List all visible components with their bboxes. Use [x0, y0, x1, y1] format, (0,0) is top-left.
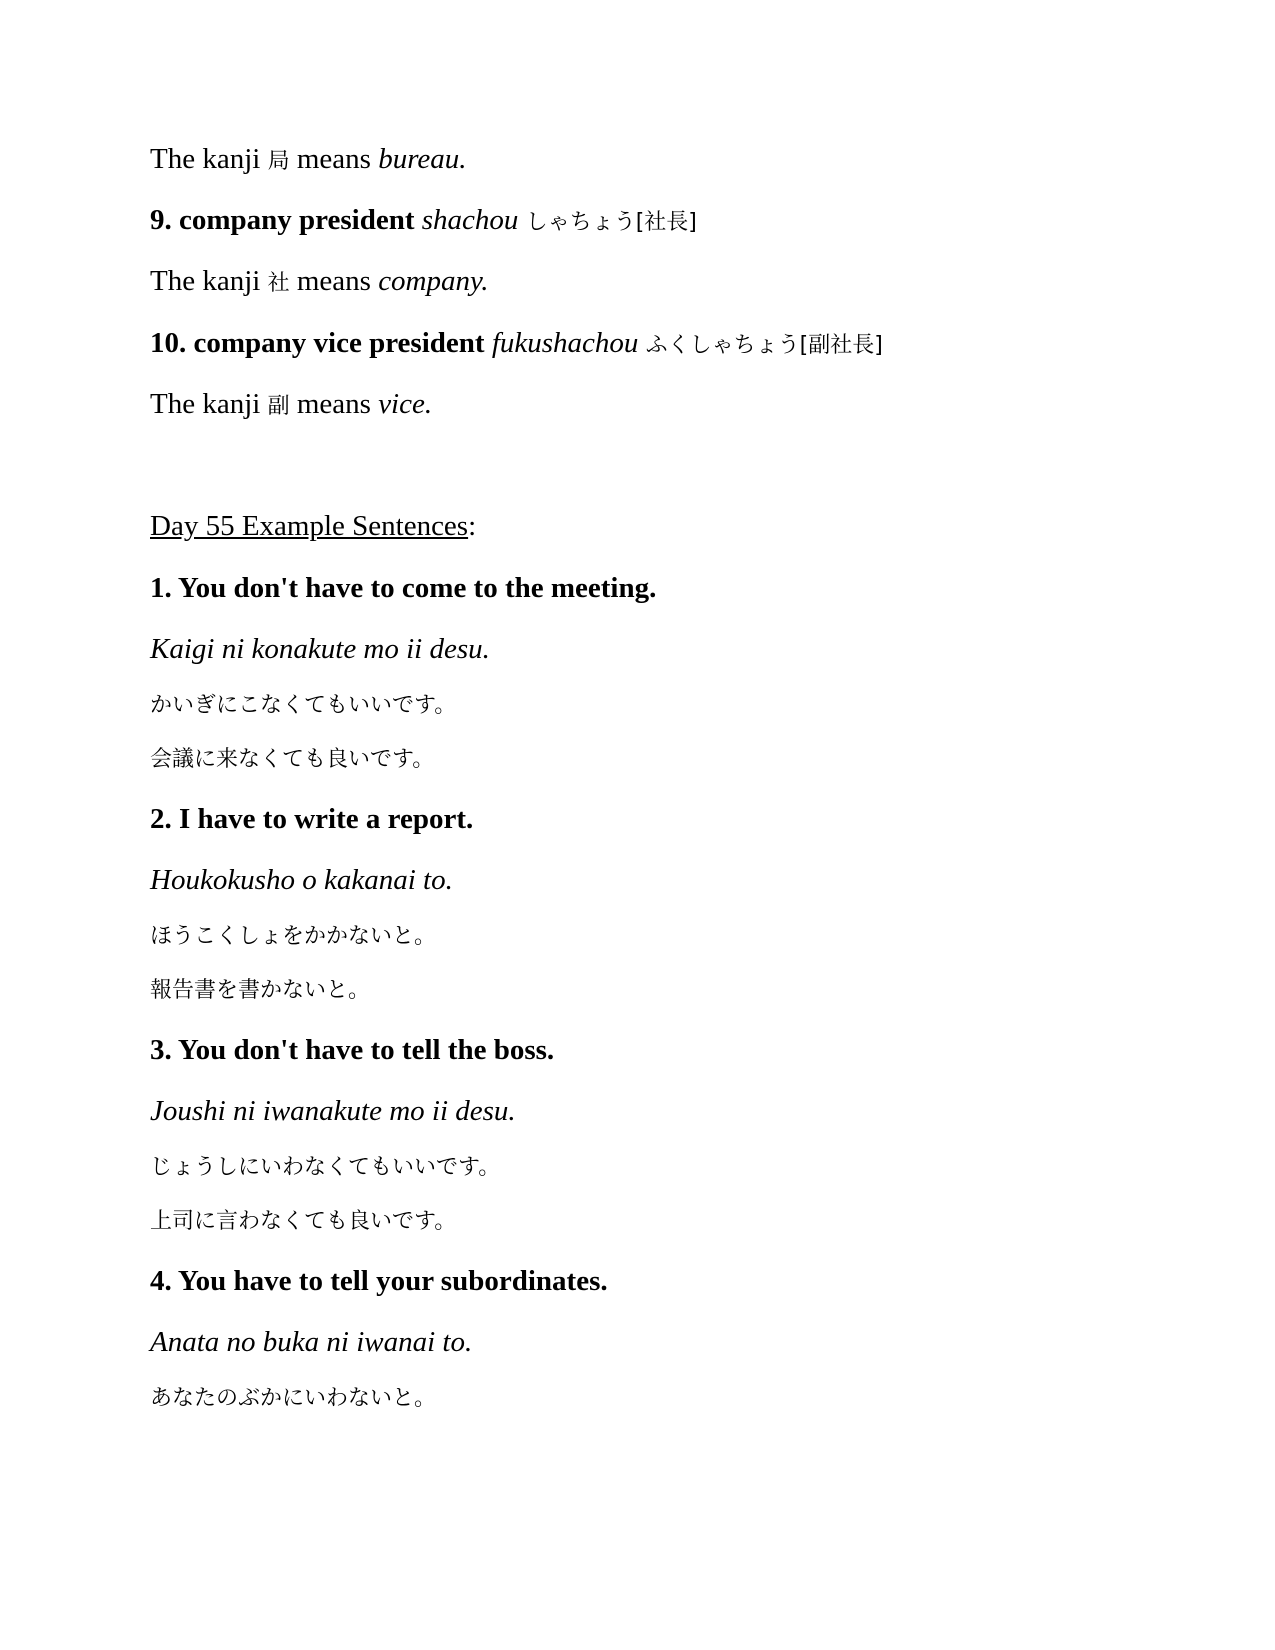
kanji-meaning: bureau — [378, 143, 460, 175]
vocab-label: 10. company vice president — [150, 327, 485, 359]
vocab-romaji: fukushachou — [491, 327, 639, 359]
kanji-note-prefix: The kanji — [150, 265, 268, 297]
kanji-note-means: means — [289, 143, 379, 175]
kanji-note-bureau — [150, 141, 467, 180]
section-heading — [150, 508, 476, 544]
sentence-romaji: Anata no buka ni iwanai to. — [150, 1326, 473, 1358]
vocab-kanji: [社長] — [635, 210, 697, 235]
kanji-note-prefix: The kanji — [150, 143, 268, 175]
vocab-kana: しゃちょう — [525, 210, 636, 235]
vocab-item-company-vice-president — [150, 325, 883, 364]
section-heading-text: Day 55 Example Sentences — [150, 510, 469, 542]
kanji-glyph: 社 — [267, 271, 290, 296]
sentence-romaji: Joushi ni iwanakute mo ii desu. — [150, 1095, 516, 1127]
kanji-note-company — [150, 263, 489, 302]
kanji-note-period: . — [481, 265, 489, 297]
sentence-kana: じょうしにいわなくてもいいです。 — [150, 1155, 501, 1180]
sentence-english: 1. You don't have to come to the meeting. — [150, 572, 657, 604]
kanji-note-period: . — [424, 388, 433, 420]
sentence-kana: かいぎにこなくてもいいです。 — [150, 693, 457, 718]
kanji-note-prefix: The kanji — [150, 388, 268, 420]
vocab-item-company-president — [150, 202, 697, 241]
kanji-glyph: 局 — [267, 149, 290, 174]
vocab-kana: ふくしゃちょう — [645, 333, 800, 358]
sentence-kana: ほうこくしょをかかないと。 — [150, 924, 437, 949]
kanji-glyph: 副 — [267, 394, 290, 419]
vocab-romaji: shachou — [421, 204, 519, 236]
kanji-meaning: company — [378, 265, 482, 297]
kanji-note-means: means — [289, 388, 379, 420]
sentence-kanji: 報告書を書かないと。 — [150, 978, 371, 1003]
kanji-note-means: means — [289, 265, 379, 297]
sentence-romaji: Kaigi ni konakute mo ii desu. — [150, 633, 490, 665]
sentence-english: 2. I have to write a report. — [150, 803, 474, 835]
vocab-kanji: [副社長] — [799, 333, 883, 358]
sentence-english: 3. You don't have to tell the boss. — [150, 1034, 555, 1066]
sentence-english: 4. You have to tell your subordinates. — [150, 1265, 608, 1297]
kanji-note-period: . — [459, 143, 467, 175]
vocab-label: 9. company president — [150, 204, 415, 236]
kanji-meaning: vice — [378, 388, 425, 420]
section-heading-colon: : — [468, 510, 477, 542]
kanji-note-vice — [150, 386, 432, 425]
sentence-kanji: 会議に来なくても良いです。 — [150, 747, 435, 772]
sentence-kana: あなたのぶかにいわないと。 — [150, 1386, 437, 1411]
sentence-romaji: Houkokusho o kakanai to. — [150, 864, 453, 896]
sentence-kanji: 上司に言わなくても良いです。 — [150, 1209, 457, 1234]
